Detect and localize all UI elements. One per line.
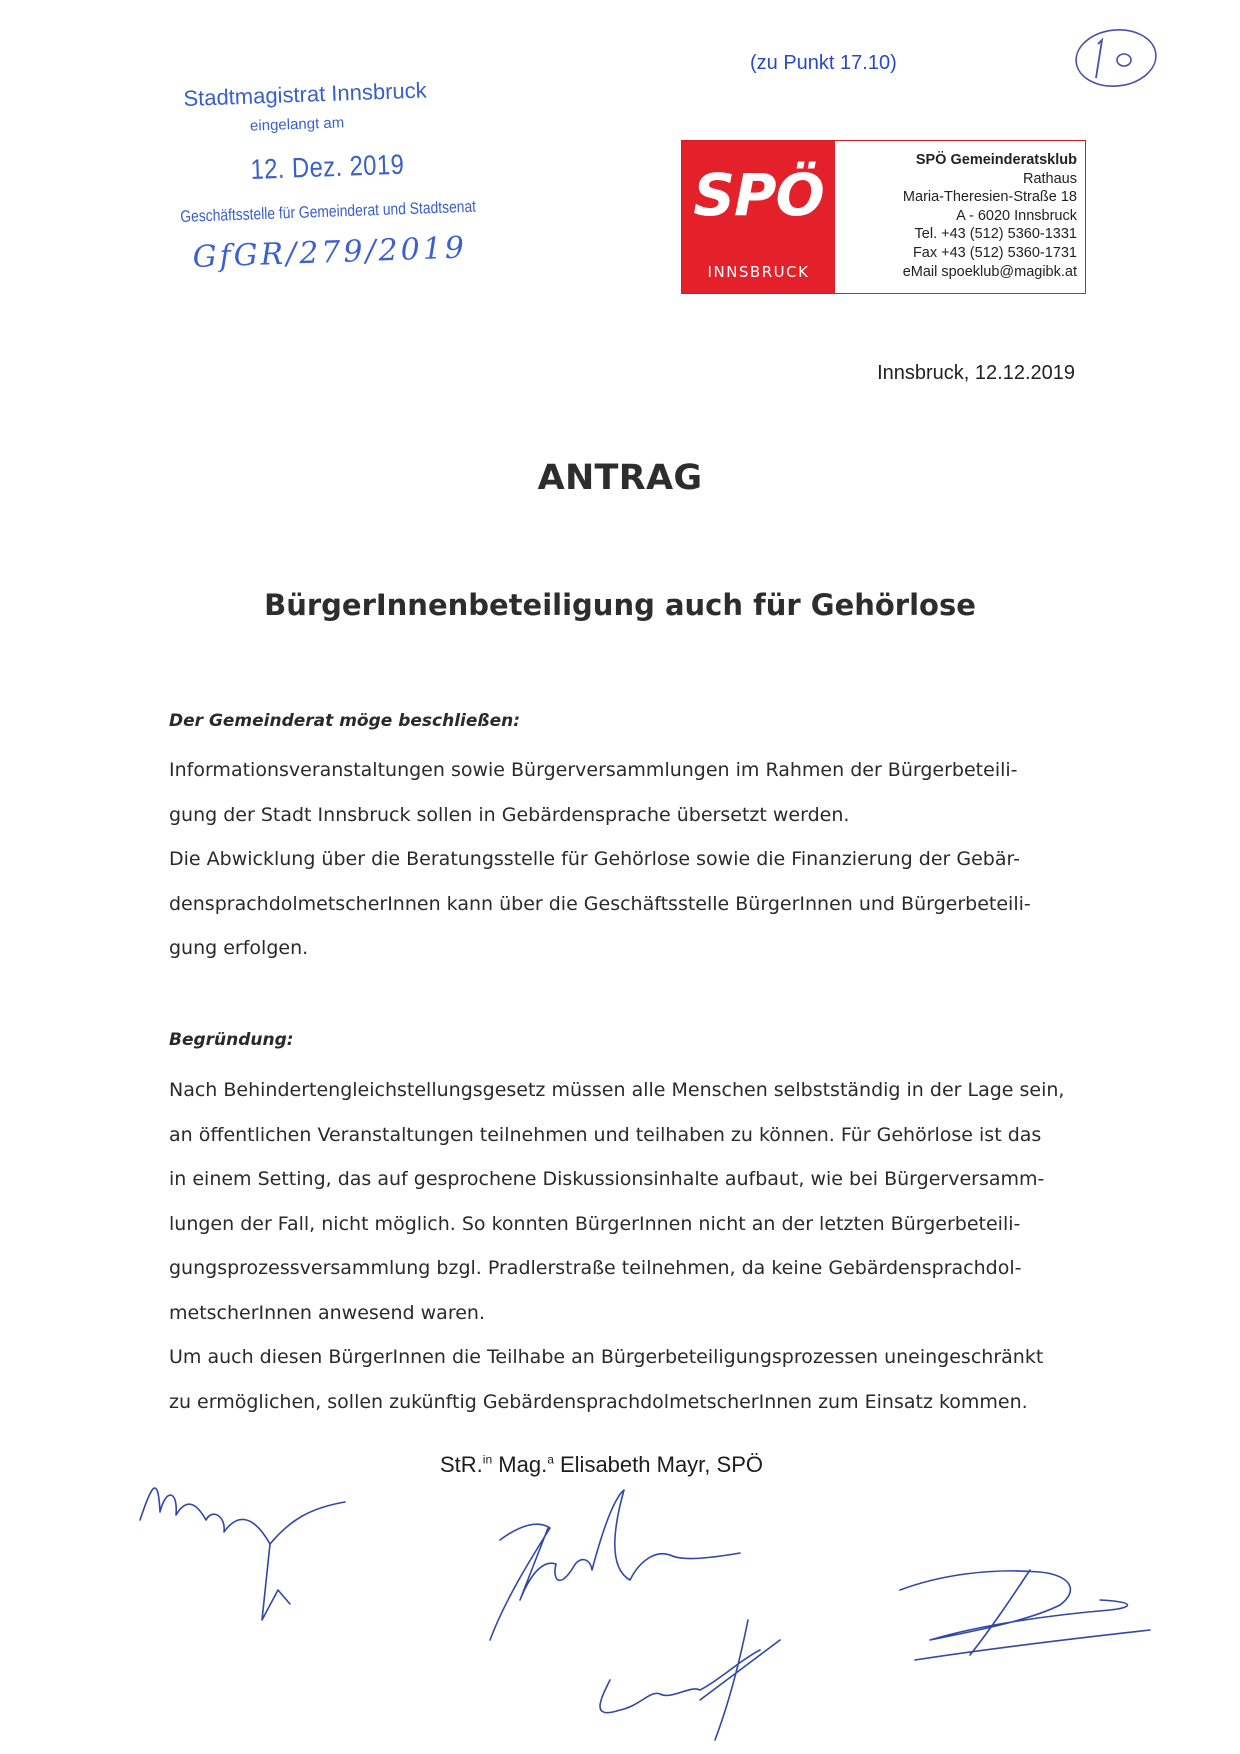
text-line: gung der Stadt Innsbruck sollen in Gebärdensprache übersetzt werden. — [169, 803, 850, 826]
signer-line — [440, 1452, 763, 1478]
signature-2 — [490, 1490, 740, 1640]
signature-1 — [140, 1488, 345, 1544]
stamp-department: Geschäftsstelle für Gemeinderat und Stadtsenat — [180, 197, 477, 226]
club-name: SPÖ Gemeinderatsklub — [915, 152, 1077, 168]
letterhead — [681, 140, 1086, 294]
text-line: gungsprozessversammlung bzgl. Pradlerstraße teilnehmen, da keine Gebärdensprachdol- — [169, 1257, 1022, 1279]
reasoning-label: Begründung: — [169, 1030, 294, 1050]
text-line: gung erfolgen. — [169, 937, 309, 959]
address-line: Fax +43 (512) 5360-1731 — [912, 244, 1077, 261]
signature-4 — [900, 1570, 1150, 1660]
reasoning-text — [169, 1068, 1074, 1424]
text-line: an öffentlichen Veranstaltungen teilnehmen und teilhaben zu können. Für Gehörlose ist das — [169, 1123, 1042, 1146]
address-line: A - 6020 Innsbruck — [956, 207, 1077, 224]
stamp-received-label: eingelangt am — [249, 114, 345, 135]
signer-degree: Mag. — [498, 1452, 548, 1477]
document-title: ANTRAG — [537, 458, 703, 498]
motion-label: Der Gemeinderat möge beschließen: — [169, 711, 521, 731]
club-address — [903, 151, 1077, 281]
signer-title: StR. — [440, 1452, 483, 1477]
address-line: Tel. +43 (512) 5360-1331 — [914, 226, 1077, 243]
text-line: Informationsveranstaltungen sowie Bürgerversammlungen im Rahmen der Bürgerbeteili- — [169, 759, 1018, 781]
address-line: Rathaus — [1022, 170, 1077, 187]
logo-city: INNSBRUCK — [707, 263, 810, 281]
stamp-file-number: GfGR/279/2019 — [192, 230, 468, 275]
signature-3 — [600, 1620, 780, 1740]
text-line: Nach Behindertengleichstellungsgesetz müssen alle Menschen selbstständig in der Lage sein, — [169, 1079, 1065, 1101]
signer-title-sup: in — [482, 1452, 493, 1467]
agenda-reference: (zu Punkt 17.10) — [750, 52, 897, 74]
handwritten-page-number — [1070, 22, 1160, 90]
text-line: zu ermöglichen, sollen zukünftig GebärdensprachdolmetscherInnen zum Einsatz kommen. — [169, 1390, 1028, 1413]
text-line: metscherInnen anwesend waren. — [169, 1301, 485, 1324]
signer-degree-sup: a — [547, 1452, 554, 1467]
document-subject: BürgerInnenbeteiligung auch für Gehörlose — [264, 588, 976, 622]
logo-text: SPÖ — [693, 161, 824, 229]
text-line: lungen der Fall, nicht möglich. So konnten BürgerInnen nicht an der letzten Bürgerbeteili- — [169, 1212, 1021, 1235]
motion-text — [169, 748, 1074, 971]
text-line: in einem Setting, das auf gesprochene Diskussionsinhalte aufbaut, wie bei Bürgerversamm- — [169, 1168, 1045, 1190]
stamp-date: 12. Dez. 2019 — [250, 148, 405, 185]
spo-logo — [682, 141, 835, 293]
stamp-office: Stadtmagistrat Innsbruck — [183, 77, 428, 111]
signer-name: Elisabeth Mayr, SPÖ — [560, 1452, 763, 1477]
address-line: eMail spoeklub@magibk.at — [902, 263, 1077, 280]
text-line: densprachdolmetscherInnen kann über die Geschäftsstelle BürgerInnen und Bürgerbeteili- — [169, 892, 1031, 915]
text-line: Die Abwicklung über die Beratungsstelle für Gehörlose sowie die Finanzierung der Gebär- — [169, 848, 1020, 870]
text-line: Um auch diesen BürgerInnen die Teilhabe an Bürgerbeteiligungsprozessen uneingeschränkt — [169, 1346, 1044, 1368]
place-date: Innsbruck, 12.12.2019 — [877, 362, 1075, 384]
address-line: Maria-Theresien-Straße 18 — [902, 189, 1077, 206]
